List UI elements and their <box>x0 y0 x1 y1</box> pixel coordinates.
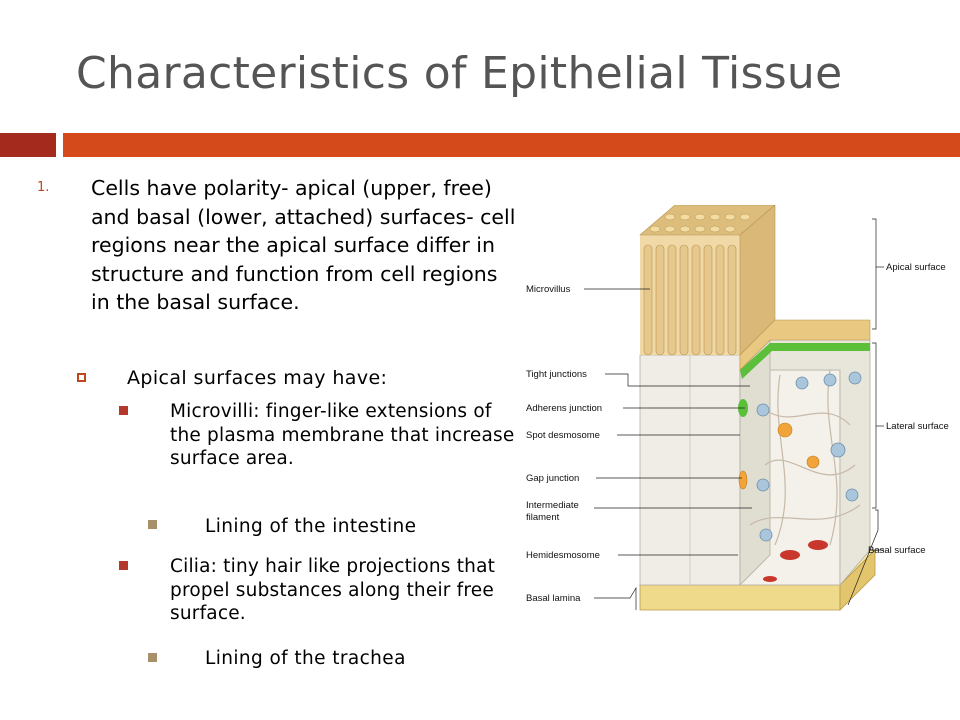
label-filament: filament <box>526 512 560 523</box>
label-basal-lamina: Basal lamina <box>526 593 581 604</box>
epithelial-cell-diagram <box>520 205 960 625</box>
label-gap-junction: Gap junction <box>526 473 580 484</box>
label-tight-junctions: Tight junctions <box>526 369 587 380</box>
square-bullet-icon <box>148 520 157 529</box>
title-divider-bar <box>63 133 960 157</box>
label-microvillus: Microvillus <box>526 284 571 295</box>
square-bullet-icon <box>148 653 157 662</box>
label-basal-surface: Basal surface <box>868 545 926 556</box>
hollow-square-bullet-icon <box>77 373 86 382</box>
microvilli-text: Microvilli: finger-like extensions of the plasma membrane that increase surface area. <box>170 401 515 469</box>
cilia-text: Cilia: tiny hair like projections that propel substances along their free surface. <box>170 556 496 624</box>
slide-title: Characteristics of Epithelial Tissue <box>76 48 843 99</box>
microvilli-example: Lining of the intestine <box>205 516 417 537</box>
label-lateral-surface: Lateral surface <box>886 421 949 432</box>
label-apical-surface: Apical surface <box>886 262 946 273</box>
square-bullet-icon <box>119 561 128 570</box>
label-intermediate: Intermediate <box>526 500 579 511</box>
sub-heading: Apical surfaces may have: <box>127 367 388 389</box>
label-spot-desmosome: Spot desmosome <box>526 430 600 441</box>
label-adherens-junction: Adherens junction <box>526 403 603 414</box>
square-bullet-icon <box>119 406 128 415</box>
point-number: 1. <box>37 180 50 195</box>
label-hemidesmosome: Hemidesmosome <box>526 550 600 561</box>
cilia-example: Lining of the trachea <box>205 648 406 669</box>
title-divider-accent <box>0 133 56 157</box>
point-text: Cells have polarity- apical (upper, free) and basal (lower, attached) surfaces- cell regions near the apical surface differ in structure and function from cell regions in the basal surface. <box>91 176 516 315</box>
